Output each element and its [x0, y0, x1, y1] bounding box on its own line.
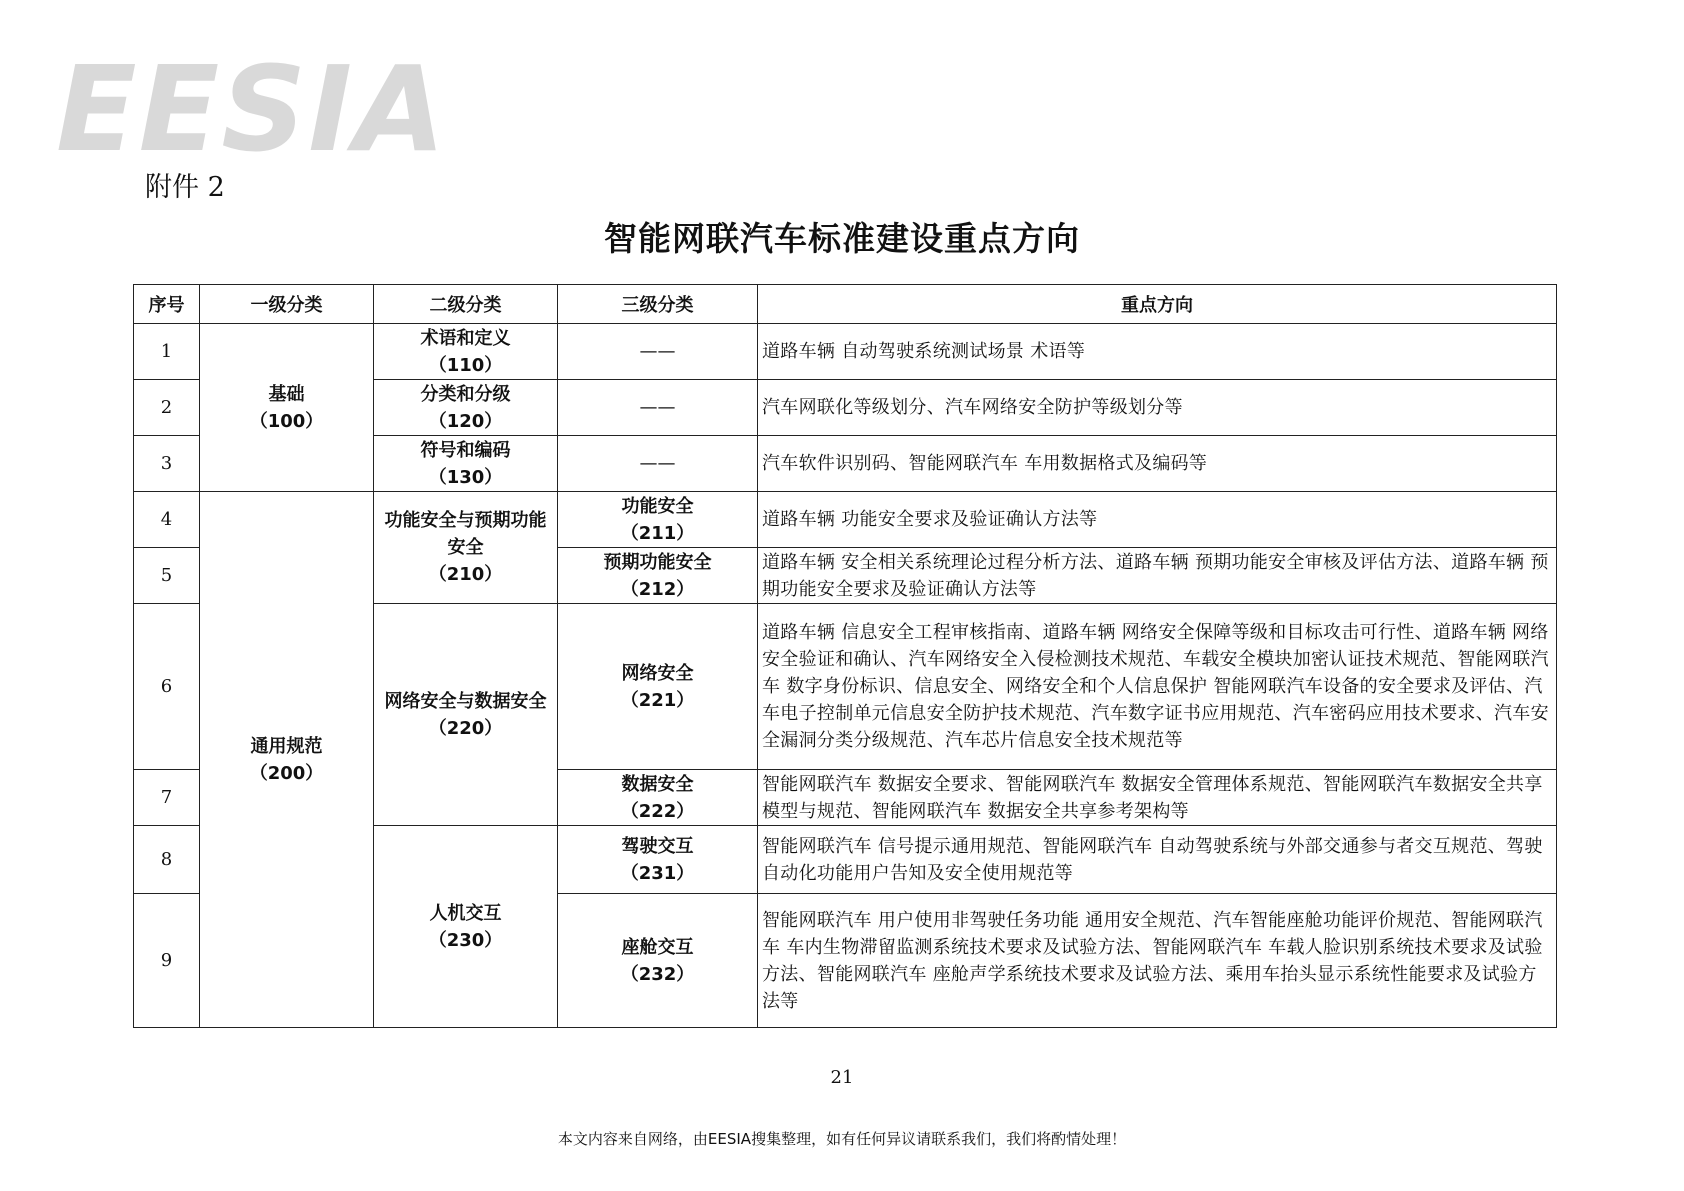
row-number: 6	[134, 604, 200, 770]
row-number: 5	[134, 548, 200, 604]
table-header-row	[134, 285, 1557, 324]
row-number: 1	[134, 324, 200, 380]
level3-cell	[558, 770, 758, 826]
row-number: 7	[134, 770, 200, 826]
level2-code: （220）	[428, 717, 503, 739]
level3-cell	[558, 826, 758, 894]
level1-basic	[200, 324, 374, 492]
level2-name: 符号和编码	[420, 439, 511, 461]
level2-code: （230）	[428, 929, 503, 951]
level2-name: 分类和分级	[420, 383, 511, 405]
level3-name: 网络安全	[621, 662, 694, 684]
level1-name: 基础	[268, 383, 305, 405]
level2-name: 功能安全与预期功能安全	[384, 510, 547, 558]
row-number: 2	[134, 380, 200, 436]
row-number: 8	[134, 826, 200, 894]
level3-cell	[558, 492, 758, 548]
table-row	[134, 324, 1557, 380]
level3-name: 驾驶交互	[621, 835, 694, 857]
header-level2: 二级分类	[374, 285, 558, 324]
standards-table	[133, 284, 1557, 1028]
level2-code: （120）	[428, 410, 503, 432]
level3-name: 预期功能安全	[603, 551, 712, 573]
level2-functional	[374, 492, 558, 604]
level1-name: 通用规范	[250, 735, 323, 757]
level2-name: 网络安全与数据安全	[384, 690, 547, 712]
level3-cell: ——	[558, 380, 758, 436]
header-level1: 一级分类	[200, 285, 374, 324]
level2-hmi	[374, 826, 558, 1028]
level3-cell: ——	[558, 436, 758, 492]
level2-classification	[374, 380, 558, 436]
direction-cell: 道路车辆 功能安全要求及验证确认方法等	[758, 492, 1557, 548]
attachment-label: 附件 2	[145, 172, 225, 203]
row-number: 4	[134, 492, 200, 548]
direction-cell: 智能网联汽车 信号提示通用规范、智能网联汽车 自动驾驶系统与外部交通参与者交互规范、驾驶自动化功能用户告知及安全使用规范等	[758, 826, 1557, 894]
level3-cell	[558, 548, 758, 604]
level3-cell	[558, 604, 758, 770]
level2-symbols	[374, 436, 558, 492]
level2-terms	[374, 324, 558, 380]
level3-code: （222）	[620, 800, 695, 822]
direction-cell: 道路车辆 安全相关系统理论过程分析方法、道路车辆 预期功能安全审核及评估方法、道路车辆 预期功能安全要求及验证确认方法等	[758, 548, 1557, 604]
direction-cell: 汽车软件识别码、智能网联汽车 车用数据格式及编码等	[758, 436, 1557, 492]
level3-code: （212）	[620, 578, 695, 600]
page-title: 智能网联汽车标准建设重点方向	[604, 219, 1080, 258]
level3-code: （211）	[620, 522, 695, 544]
level1-code: （200）	[249, 762, 324, 784]
level2-cyber	[374, 604, 558, 826]
level3-code: （221）	[620, 689, 695, 711]
direction-cell: 智能网联汽车 用户使用非驾驶任务功能 通用安全规范、汽车智能座舱功能评价规范、智能网联汽车 车内生物滞留监测系统技术要求及试验方法、智能网联汽车 车载人脸识别系统技术要求及试验方法、智能网联汽车 座舱声学系统技术要求及试验方法、乘用车抬头显示系统性能要求及试验方法等	[758, 894, 1557, 1028]
level2-name: 术语和定义	[420, 327, 511, 349]
row-number: 9	[134, 894, 200, 1028]
direction-cell: 智能网联汽车 数据安全要求、智能网联汽车 数据安全管理体系规范、智能网联汽车数据安全共享模型与规范、智能网联汽车 数据安全共享参考架构等	[758, 770, 1557, 826]
level2-code: （130）	[428, 466, 503, 488]
eesia-logo: EESIA	[56, 40, 448, 178]
level2-code: （210）	[428, 564, 503, 585]
level3-name: 座舱交互	[621, 936, 694, 958]
direction-cell: 道路车辆 信息安全工程审核指南、道路车辆 网络安全保障等级和目标攻击可行性、道路车辆 网络安全验证和确认、汽车网络安全入侵检测技术规范、车载安全模块加密认证技术规范、智能网联汽车 数字身份标识、信息安全、网络安全和个人信息保护 智能网联汽车设备的安全要求及评估、汽车电子控制单元信息安全防护技术规范、汽车数字证书应用规范、汽车密码应用技术要求、汽车安全漏洞分类分级规范、汽车芯片信息安全技术规范等	[758, 604, 1557, 770]
level2-code: （110）	[428, 354, 503, 376]
level2-name: 人机交互	[429, 902, 502, 924]
level3-cell	[558, 894, 758, 1028]
direction-cell: 汽车网联化等级划分、汽车网络安全防护等级划分等	[758, 380, 1557, 436]
level3-name: 数据安全	[621, 773, 694, 795]
level3-cell: ——	[558, 324, 758, 380]
header-no: 序号	[134, 285, 200, 324]
row-number: 3	[134, 436, 200, 492]
page-number: 21	[830, 1067, 854, 1088]
level3-code: （231）	[620, 862, 695, 884]
level3-code: （232）	[620, 963, 695, 985]
level1-general	[200, 492, 374, 1028]
direction-cell: 道路车辆 自动驾驶系统测试场景 术语等	[758, 324, 1557, 380]
table-row	[134, 492, 1557, 548]
level3-name: 功能安全	[621, 495, 694, 517]
level1-code: （100）	[249, 410, 324, 432]
header-level3: 三级分类	[558, 285, 758, 324]
footer-notice: 本文内容来自网络，由EESIA搜集整理，如有任何异议请联系我们，我们将酌情处理！	[557, 1130, 1127, 1148]
header-direction: 重点方向	[758, 285, 1557, 324]
